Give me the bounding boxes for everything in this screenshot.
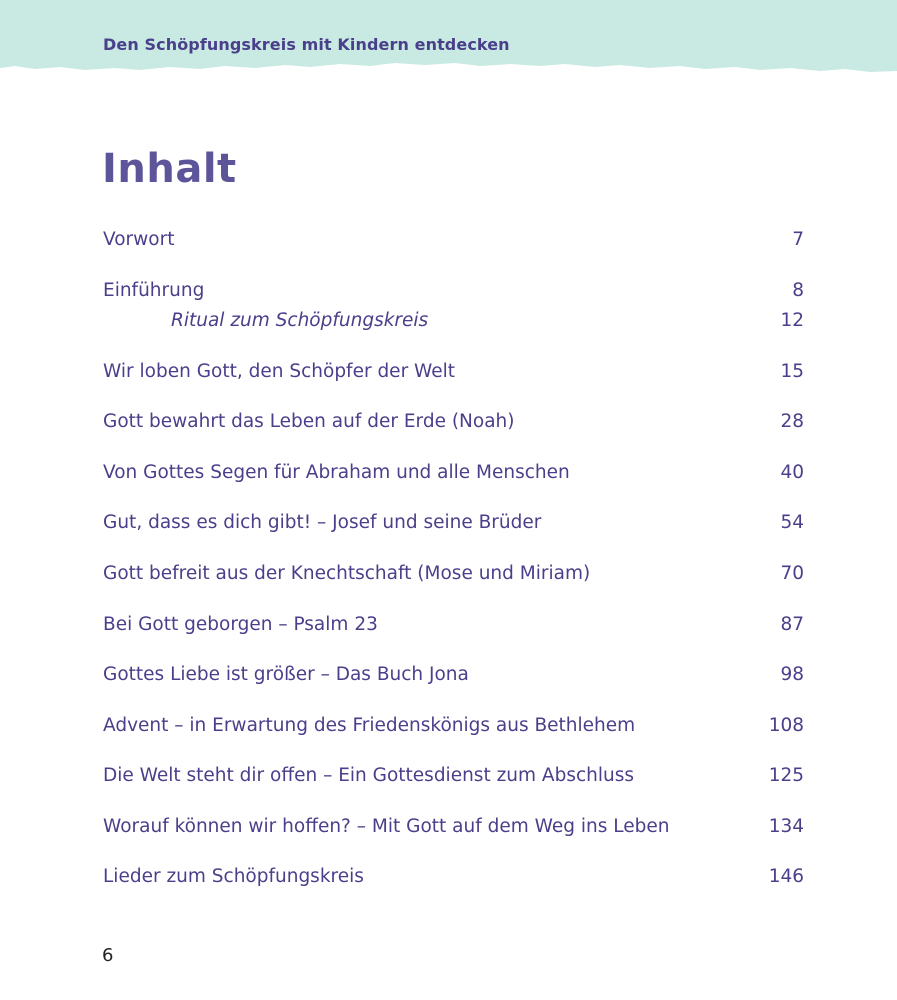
toc-entry[interactable] [103,866,804,892]
toc-entry[interactable] [103,411,804,437]
toc-entry[interactable] [103,614,804,640]
toc-entry-page: 125 [768,765,804,786]
toc-entry[interactable] [103,462,804,488]
toc-entry[interactable] [103,816,804,842]
toc-entry-title: Einführung [103,280,205,301]
toc-entry-page: 15 [780,361,804,382]
toc-entry-title: Advent – in Erwartung des Friedenskönigs aus Bethlehem [103,715,636,736]
toc-entry-title: Gott bewahrt das Leben auf der Erde (Noah) [103,411,515,432]
toc-subentry[interactable] [103,310,804,336]
toc-entry-page: 40 [780,462,804,483]
toc-entry-page: 98 [780,664,804,685]
toc-entry-title: Ritual zum Schöpfungskreis [171,310,429,331]
page-number: 6 [102,945,114,966]
toc-entry-title: Gott befreit aus der Knechtschaft (Mose und Miriam) [103,563,591,584]
toc-entry[interactable] [103,765,804,791]
toc-entry-title: Gottes Liebe ist größer – Das Buch Jona [103,664,469,685]
toc-entry-page: 87 [780,614,804,635]
toc-entry-page: 146 [768,866,804,887]
toc-entry-page: 134 [768,816,804,837]
toc-entry-title: Lieder zum Schöpfungskreis [103,866,364,887]
toc-entry-page: 54 [780,512,804,533]
toc-entry[interactable] [103,715,804,741]
toc-entry-page: 8 [792,280,804,301]
toc-heading: Inhalt [102,146,237,192]
toc-entry-title: Bei Gott geborgen – Psalm 23 [103,614,378,635]
toc-entry-page: 12 [780,310,804,331]
toc-entry[interactable] [103,664,804,690]
toc-entry[interactable] [103,229,804,255]
toc-entry-page: 108 [768,715,804,736]
toc-entry[interactable] [103,512,804,538]
toc-entry-title: Wir loben Gott, den Schöpfer der Welt [103,361,456,382]
toc-entry[interactable] [103,361,804,387]
toc-entry[interactable] [103,563,804,589]
toc-entry[interactable] [103,280,804,306]
toc-entry-title: Gut, dass es dich gibt! – Josef und seine Brüder [103,512,542,533]
toc-entry-page: 7 [792,229,804,250]
toc-entry-page: 70 [780,563,804,584]
toc-entry-title: Die Welt steht dir offen – Ein Gottesdienst zum Abschluss [103,765,634,786]
toc-entry-page: 28 [780,411,804,432]
toc-entry-title: Von Gottes Segen für Abraham und alle Menschen [103,462,570,483]
toc-entry-title: Vorwort [103,229,175,250]
running-header-title: Den Schöpfungskreis mit Kindern entdecken [103,35,510,54]
toc-entry-title: Worauf können wir hoffen? – Mit Gott auf dem Weg ins Leben [103,816,670,837]
